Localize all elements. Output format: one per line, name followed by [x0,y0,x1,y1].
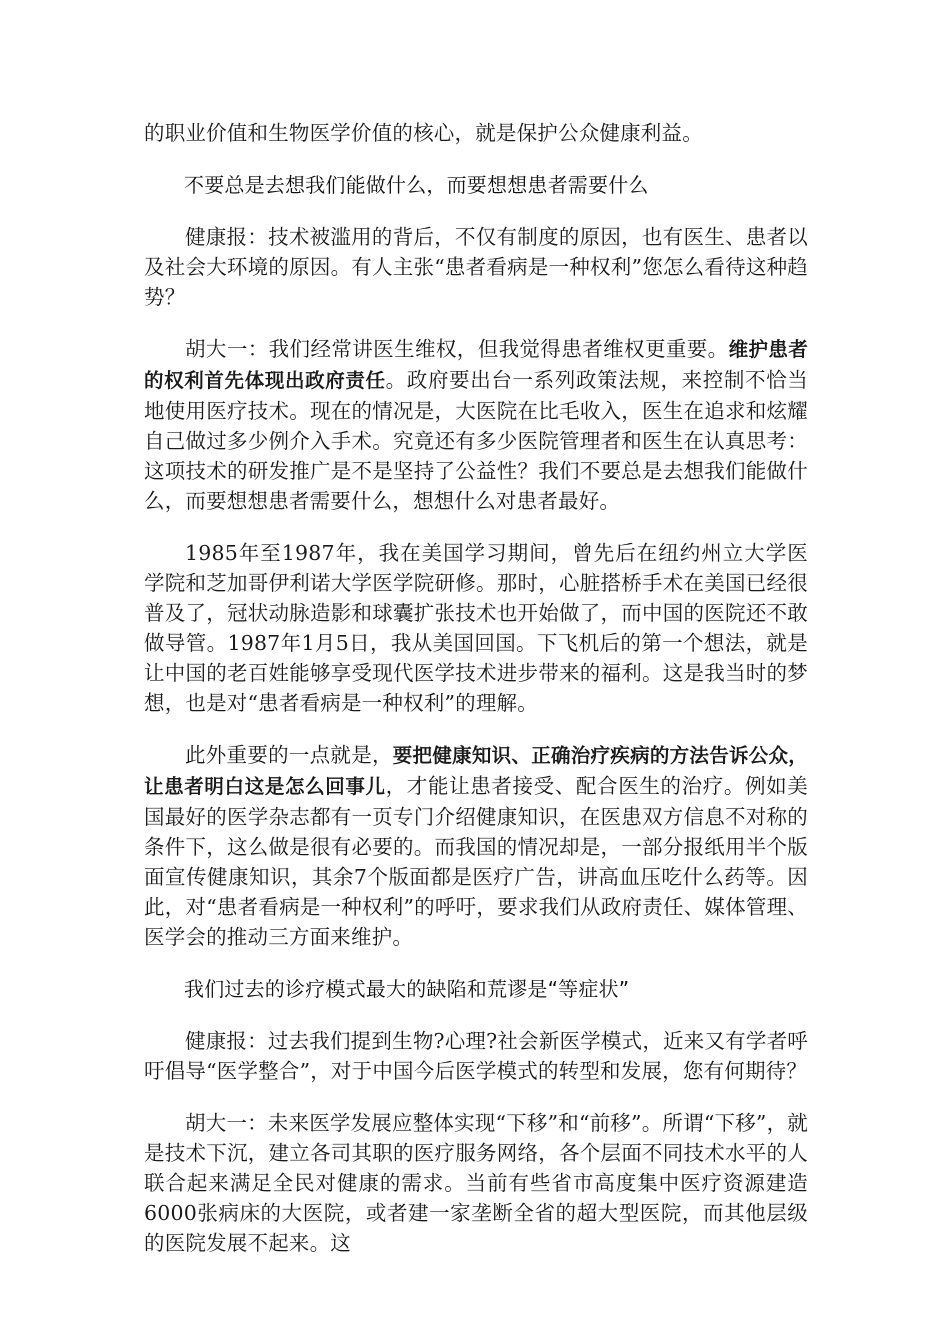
paragraph-health-knowledge-emphasis: 要把健康知识、正确治疗疾病的方法告诉公众，让患者明白这是怎么回事儿 [144,744,808,798]
paragraph-answer-2: 胡大一：未来医学发展应整体实现“下移”和“前移”。所谓“下移”，就是技术下沉，建立各司其职的医疗服务网络，各个层面不同技术水平的人联合起来满足全民对健康的需求。当前有些省市高度集中医疗资源建造6000张病床的大医院，或者建一家垄断全省的超大型医院，而其他层级的医院发展不起来。这 [144,1111,808,1255]
paragraph-1985-1987: 1985年至1987年，我在美国学习期间，曾先后在纽约州立大学医学院和芝加哥伊利诺大学医学院研修。那时，心脏搭桥手术在美国已经很普及了，冠状动脉造影和球囊扩张技术也开始做了，而中国的医院还不敢做导管。1987年1月5日，我从美国回国。下飞机后的第一个想法，就是让中国的老百姓能够享受现代医学技术进步带来的福利。这是我当时的梦想，也是对“患者看病是一种权利”的理解。 [144,541,808,715]
paragraph-health-knowledge-rest: ，才能让患者接受、配合医生的治疗。例如美国最好的医学杂志都有一页专门介绍健康知识，在医患双方信息不对称的条件下，这么做是很有必要的。而我国的情况却是，一部分报纸用半个版面宣传健康知识，其余7个版面都是医疗广告，讲高血压吃什么药等。因此，对“患者看病是一种权利”的呼吁，要求我们从政府责任、媒体管理、医学会的推动三方面来维护。 [144,774,809,949]
paragraph-health-knowledge [144,740,808,952]
paragraph-intro: 的职业价值和生物医学价值的核心，就是保护公众健康利益。 [144,121,703,145]
paragraph-answer-1 [144,334,808,516]
paragraph-question-1: 健康报：技术被滥用的背后，不仅有制度的原因，也有医生、患者以及社会大环境的原因。有人主张“患者看病是一种权利”您怎么看待这种趋势？ [144,225,808,309]
paragraph-answer-1-rest: 。政府要出台一系列政策法规，来控制不恰当地使用医疗技术。现在的情况是，大医院在比毛收入，医生在追求和炫耀自己做过多少例介入手术。究竟还有多少医院管理者和医生在认真思考：这项技术的研发推广是不是坚持了公益性？我们不要总是去想我们能做什么，而要想想患者需要什么，想想什么对患者最好。 [144,368,809,513]
paragraph-health-knowledge-lead: 此外重要的一点就是， [185,743,393,767]
section-heading-2: 我们过去的诊疗模式最大的缺陷和荒谬是“等症状” [184,977,630,1001]
paragraph-question-2: 健康报：过去我们提到生物?心理?社会新医学模式，近来又有学者呼吁倡导“医学整合”，对于中国今后医学模式的转型和发展，您有何期待？ [144,1029,808,1083]
paragraph-answer-1-lead: 胡大一：我们经常讲医生维权，但我觉得患者维权更重要。 [185,337,729,361]
section-heading-1: 不要总是去想我们能做什么，而要想想患者需要什么 [184,173,649,197]
document-body [144,118,808,1280]
paragraph-answer-1-emphasis: 维护患者的权利首先体现出政府责任 [144,338,808,392]
